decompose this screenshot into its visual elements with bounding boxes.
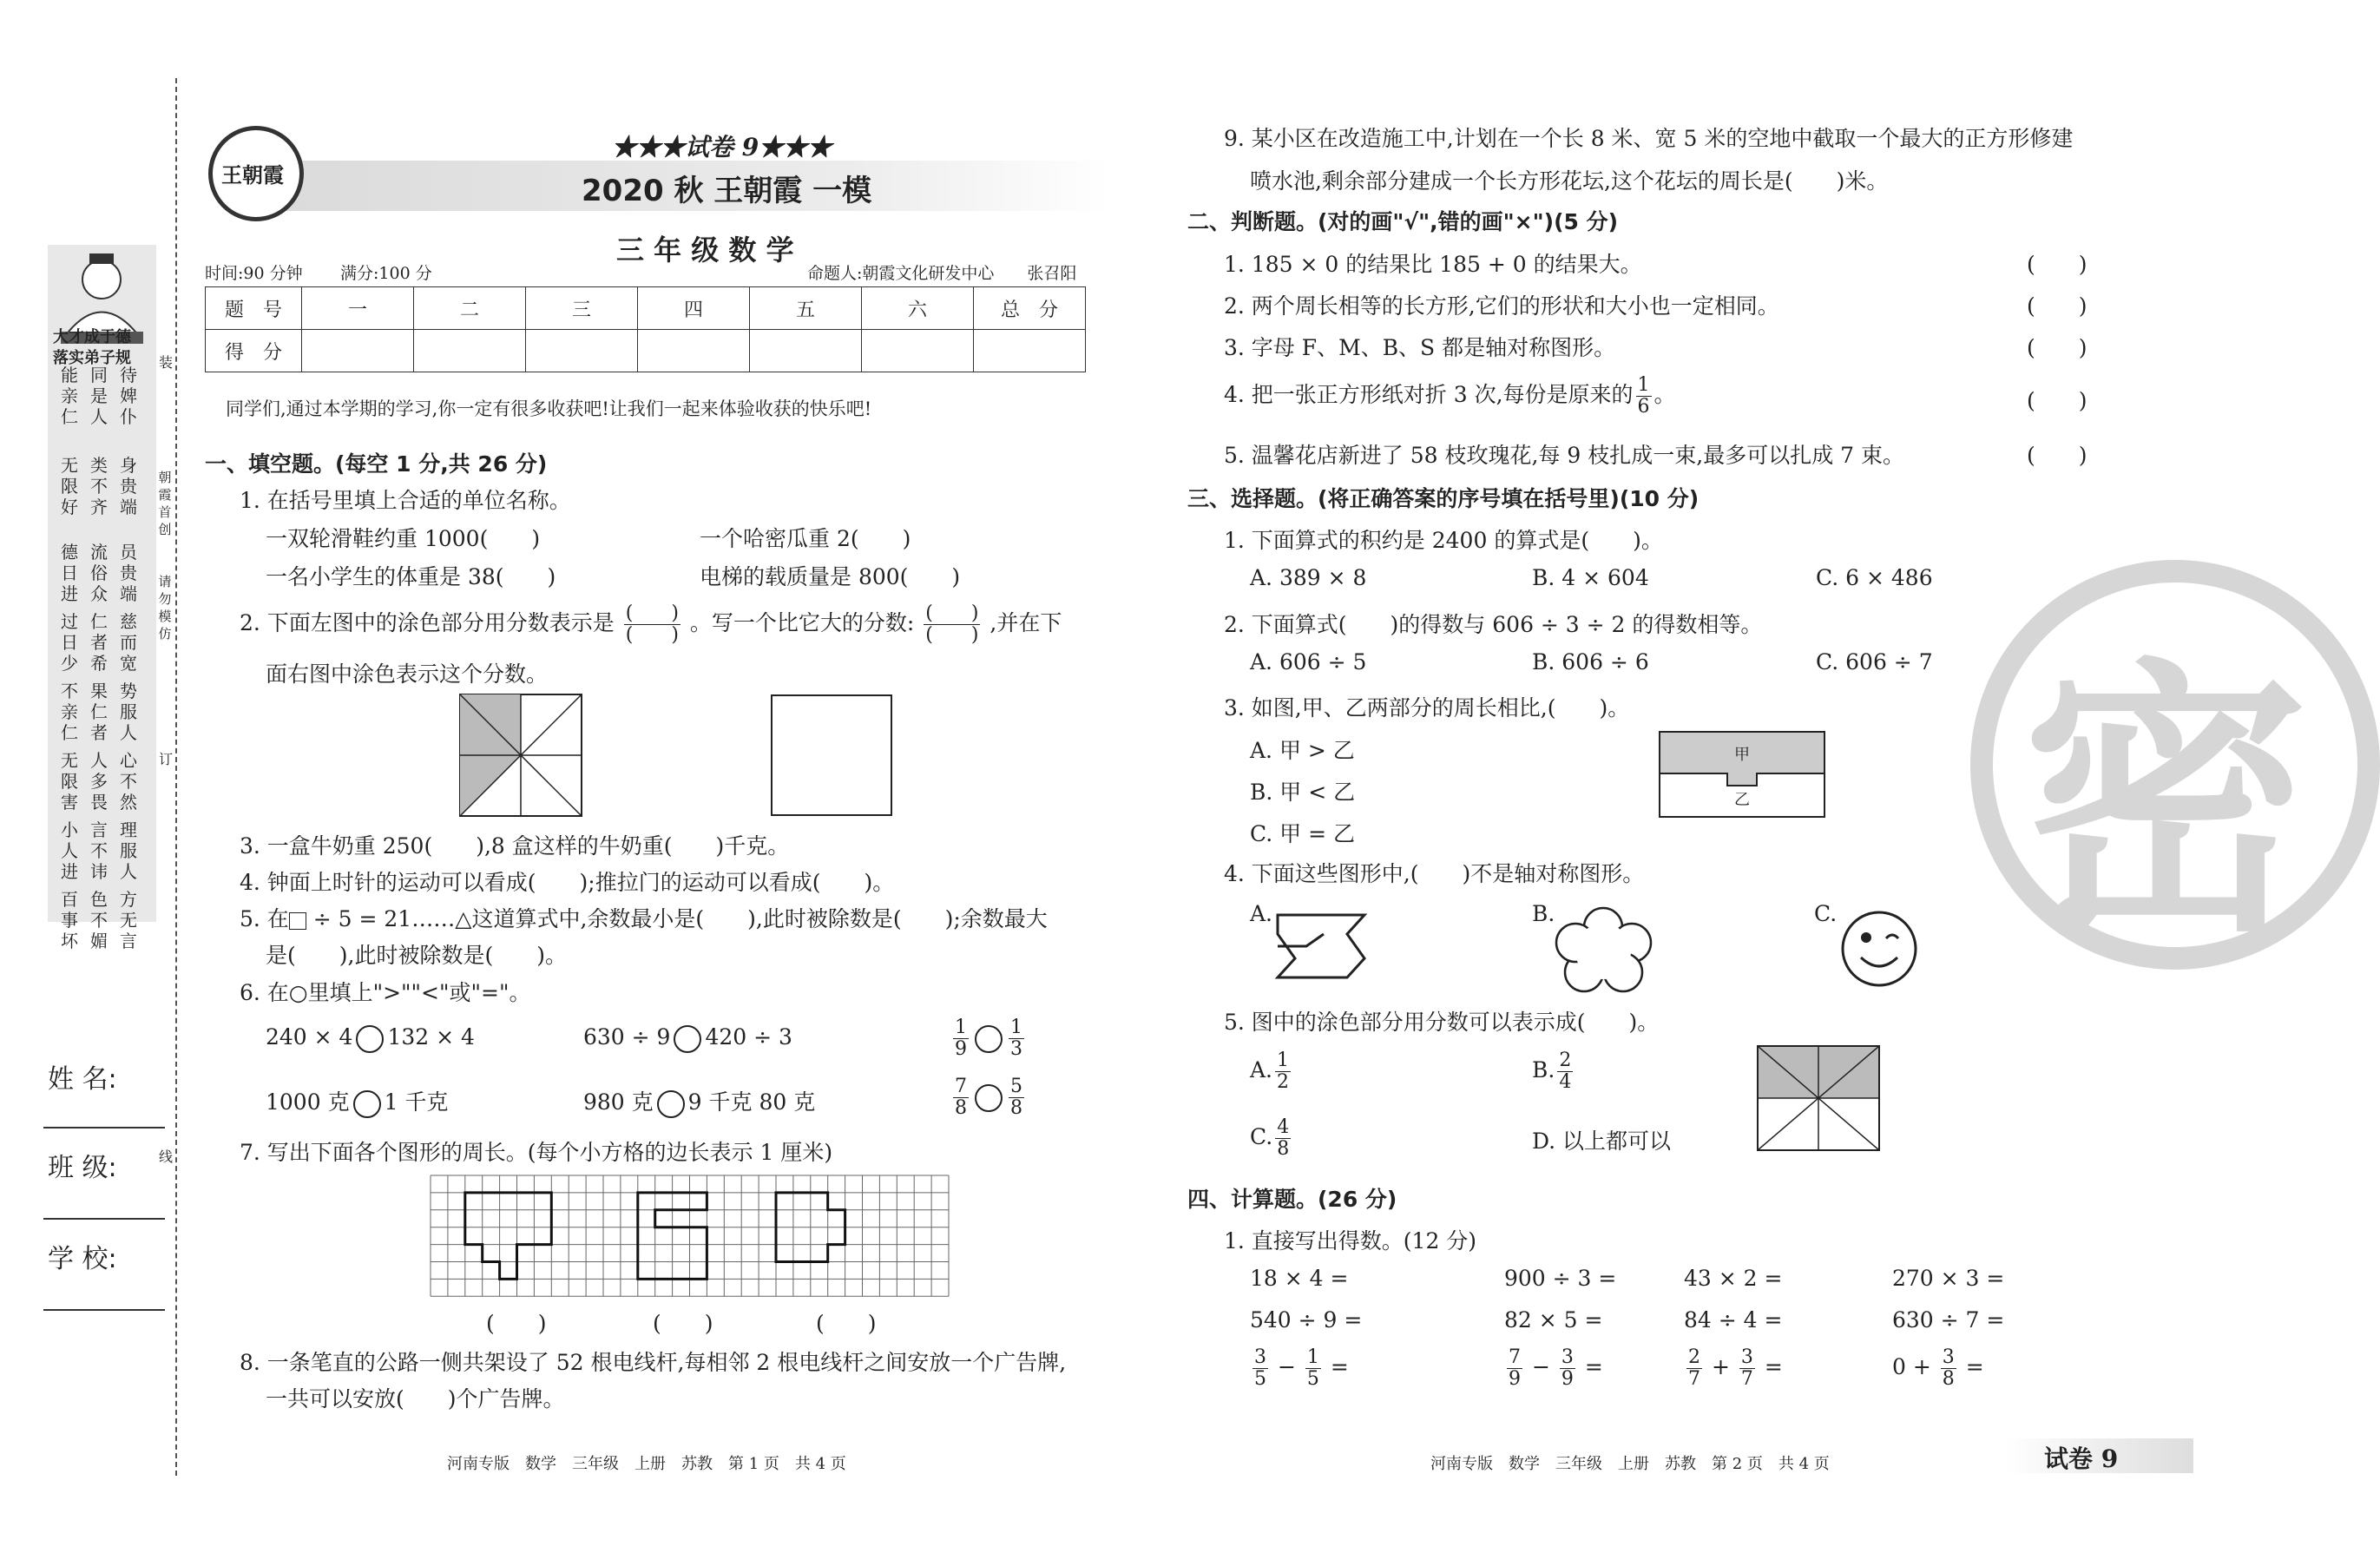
binding-dashed-line: [175, 78, 177, 1476]
q1-2-text-c: ,并在下: [989, 610, 1062, 635]
binding-mark-xian: 线: [158, 1148, 173, 1165]
choice-5-figure: [1758, 1046, 1879, 1150]
q1-2-left-figure: [460, 694, 582, 816]
score-input[interactable]: [414, 330, 526, 372]
choice-5-d[interactable]: D. 以上都可以: [1532, 1129, 1672, 1154]
frac-den: 7: [1740, 1368, 1753, 1390]
equals: =: [1965, 1354, 1984, 1379]
score-cell: 六: [862, 287, 974, 330]
fraction: [1009, 1017, 1024, 1060]
motto-cell: 无限好: [61, 455, 78, 517]
frac-num: 3: [1740, 1346, 1753, 1368]
motto-cell: 待婢仆: [120, 365, 137, 427]
exam-subject: 三 年 级 数 学: [616, 234, 794, 267]
square-symbol: [289, 912, 306, 930]
name-label: 姓 名:: [48, 1064, 117, 1095]
score-input[interactable]: [862, 330, 974, 372]
school-field[interactable]: [43, 1309, 165, 1311]
perimeter-shape-1: [465, 1193, 552, 1280]
name-field[interactable]: [43, 1127, 165, 1129]
motto-cell: 理服人: [120, 819, 137, 882]
frac-num: 3: [1561, 1346, 1574, 1368]
figure-smiley-face: [1840, 910, 1918, 988]
calc-fraction-1: [1250, 1347, 1349, 1390]
frac-num: 2: [1559, 1050, 1572, 1071]
option-label: C.: [1250, 1124, 1273, 1149]
footer-left: 河南专版 数学 三年级 上册 苏教 第 1 页 共 4 页: [447, 1455, 846, 1473]
fraction: [953, 1076, 969, 1119]
motto-cell: 同是人: [90, 365, 108, 427]
binding-mark-ding: 订: [158, 751, 173, 767]
equals: =: [1584, 1354, 1603, 1379]
compare-circle[interactable]: [674, 1025, 701, 1053]
motto-col-c: [61, 365, 82, 958]
choice-5: 5. 图中的涂色部分用分数可以表示成( )。: [1224, 1010, 1660, 1035]
calc-item: 84 ÷ 4 =: [1684, 1307, 1783, 1333]
paper-series: ★★★试卷 9★★★: [612, 133, 832, 161]
score-cell: 四: [638, 287, 750, 330]
q1-8-cont: 一共可以安放( )个广告牌。: [266, 1386, 565, 1412]
choice-3-b[interactable]: B. 甲 < 乙: [1250, 780, 1356, 805]
confidential-watermark-text: 密: [2022, 636, 2309, 970]
calc-item: 18 × 4 =: [1250, 1266, 1349, 1291]
score-input[interactable]: [526, 330, 638, 372]
q1-8: 8. 一条笔直的公路一侧共架设了 52 根电线杆,每相邻 2 根电线杆之间安放一个广告牌,: [240, 1350, 1067, 1375]
q1-2-fraction-blank-2[interactable]: [924, 603, 980, 646]
motto-cell: 德日进: [61, 542, 78, 604]
score-table-row: [206, 330, 1086, 372]
frac-num: 2: [1688, 1346, 1700, 1368]
exam-author: 命题人:朝霞文化研发中心 张召阳: [807, 264, 1077, 283]
exam-full-score: 满分:100 分: [340, 264, 432, 283]
q1-1c: 一名小学生的体重是 38( ): [266, 564, 556, 589]
judge-4-end: 。: [1654, 382, 1676, 407]
choice-5-a[interactable]: [1250, 1050, 1293, 1093]
choice-3-yi-label: 乙: [1734, 791, 1750, 809]
motto-cell: 小人进: [61, 819, 78, 882]
frac-den: 9: [955, 1038, 967, 1060]
judge-answer-3[interactable]: ( ): [2027, 335, 2087, 360]
compare-circle[interactable]: [975, 1084, 1003, 1112]
section-1-title: 一、填空题。(每空 1 分,共 26 分): [205, 451, 548, 477]
motto-cell: 过日少: [61, 611, 78, 674]
q1-7-blank-3[interactable]: ( ): [816, 1311, 877, 1336]
frac-num: ( ): [925, 602, 979, 624]
score-cell: 得 分: [206, 330, 302, 372]
frac-num: 1: [1637, 374, 1650, 396]
fraction: [1941, 1347, 1956, 1390]
frac-num: 5: [1010, 1076, 1022, 1097]
section-2-title: 二、判断题。(对的画"√",错的画"×")(5 分): [1187, 209, 1619, 234]
compare-circle[interactable]: [657, 1090, 685, 1118]
motto-cell: 身贵端: [120, 455, 137, 517]
q1-7-grid-figure: [431, 1175, 950, 1295]
section-4-title: 四、计算题。(26 分): [1187, 1187, 1397, 1212]
q1-1b: 一个哈密瓜重 2( ): [700, 526, 911, 551]
frac-num: 1: [1277, 1050, 1290, 1071]
score-cell: 一: [302, 287, 414, 330]
fraction: [1252, 1347, 1268, 1390]
calc-item: 630 ÷ 7 =: [1892, 1307, 2005, 1333]
option-label: A.: [1250, 1057, 1273, 1082]
q1-6d: [266, 1085, 448, 1118]
choice-4-b[interactable]: B.: [1532, 901, 1555, 926]
frac-den: 4: [1559, 1071, 1572, 1093]
expr: 420 ÷ 3: [705, 1024, 792, 1050]
expr: 0 +: [1892, 1354, 1931, 1379]
operator: −: [1277, 1354, 1296, 1379]
motto-columns: [61, 365, 148, 951]
frac-den: 5: [1306, 1368, 1319, 1390]
score-cell: 二: [414, 287, 526, 330]
choice-1-b[interactable]: B. 4 × 604: [1532, 565, 1649, 590]
choice-5-c[interactable]: [1250, 1117, 1293, 1160]
q1-6e: [583, 1085, 815, 1118]
fraction: [1275, 1050, 1291, 1093]
motto-cell: 人多畏: [90, 750, 108, 813]
q1-6b: [583, 1024, 792, 1053]
frac-den: 6: [1637, 396, 1650, 418]
frac-den: 9: [1509, 1368, 1521, 1390]
choice-2-c[interactable]: C. 606 ÷ 7: [1816, 649, 1933, 675]
choice-5-b[interactable]: [1532, 1050, 1575, 1093]
judge-2: 2. 两个周长相等的长方形,它们的形状和大小也一定相同。: [1224, 293, 1779, 319]
q1-6a: [266, 1024, 475, 1053]
option-label: B.: [1532, 1057, 1555, 1082]
motto-cell: 势服人: [120, 681, 137, 743]
operator: −: [1531, 1354, 1550, 1379]
score-cell: 总 分: [974, 287, 1086, 330]
fraction: [1686, 1347, 1702, 1390]
fraction: [1557, 1050, 1573, 1093]
q1-6: 6. 在○里填上">""<"或"="。: [240, 980, 531, 1005]
frac-den: 5: [1254, 1368, 1266, 1390]
class-label: 班 级:: [48, 1153, 117, 1183]
motto-cell: 类不齐: [90, 455, 108, 517]
fraction: [1009, 1076, 1024, 1119]
expr: 9 千克 80 克: [687, 1089, 816, 1115]
frac-num: 1: [955, 1017, 967, 1038]
frac-den: ( ): [625, 624, 679, 646]
q1-3: 3. 一盒牛奶重 250( ),8 盒这样的牛奶重( )千克。: [240, 833, 790, 859]
motto-cell: 方无言: [120, 889, 137, 951]
fraction: [1507, 1347, 1522, 1390]
q1-1d: 电梯的载质量是 800( ): [700, 564, 961, 589]
class-field[interactable]: [43, 1218, 165, 1220]
motto-cell: 百事坏: [61, 889, 78, 951]
motto-line-2: 落实弟子规: [53, 349, 131, 367]
frac-den: 8: [1942, 1368, 1955, 1390]
footer-right: 河南专版 数学 三年级 上册 苏教 第 2 页 共 4 页: [1430, 1455, 1830, 1473]
expr: 240 × 4: [266, 1024, 353, 1050]
q1-6f: [950, 1076, 1027, 1119]
score-input[interactable]: [638, 330, 750, 372]
figure-flower-shape: [1558, 910, 1649, 988]
q1-9: 9. 某小区在改造施工中,计划在一个长 8 米、宽 5 米的空地中截取一个最大的正方形修建: [1224, 126, 2074, 151]
judge-4: [1224, 375, 1676, 418]
section-3-title: 三、选择题。(将正确答案的序号填在括号里)(10 分): [1187, 486, 1700, 511]
choice-2-b[interactable]: B. 606 ÷ 6: [1532, 649, 1649, 675]
exam-time: 时间:90 分钟: [205, 264, 303, 283]
frac-den: 3: [1010, 1038, 1022, 1060]
fraction: [1275, 1117, 1291, 1160]
calc-item: 270 × 3 =: [1892, 1266, 2005, 1291]
choice-2-a[interactable]: A. 606 ÷ 5: [1250, 649, 1367, 675]
choice-4: 4. 下面这些图形中,( )不是轴对称图形。: [1224, 861, 1645, 886]
q1-2-fraction-blank[interactable]: [624, 603, 680, 646]
q1-4: 4. 钟面上时针的运动可以看成( );推拉门的运动可以看成( )。: [240, 870, 895, 895]
motto-cell: 仁者希: [90, 611, 108, 674]
fraction: [1560, 1347, 1575, 1390]
frac-num: 1: [1306, 1346, 1319, 1368]
calc-item: 43 × 2 =: [1684, 1266, 1783, 1291]
calc-fraction-3: [1684, 1347, 1783, 1390]
brand-logo: [208, 126, 304, 221]
q1-2: [240, 603, 1062, 646]
school-label: 学 校:: [48, 1244, 117, 1274]
judge-answer-4[interactable]: ( ): [2027, 388, 2087, 413]
choice-4-a[interactable]: A.: [1250, 901, 1273, 926]
calc-item: 900 ÷ 3 =: [1504, 1266, 1617, 1291]
q1-2-cont: 面右图中涂色表示这个分数。: [266, 661, 549, 687]
q1-7-blank-1[interactable]: ( ): [486, 1311, 547, 1336]
paper-tag-text: 试卷 9: [2044, 1444, 2119, 1473]
choice-2: 2. 下面算式( )的得数与 606 ÷ 3 ÷ 2 的得数相等。: [1224, 612, 1763, 637]
motto-cell: 员贵端: [120, 542, 137, 604]
score-input[interactable]: [974, 330, 1086, 372]
q1-2-text-b: 。写一个比它大的分数:: [689, 610, 915, 635]
q1-1: 1. 在括号里填上合适的单位名称。: [240, 488, 571, 513]
compare-circle[interactable]: [356, 1025, 384, 1053]
expr: 980 克: [583, 1089, 654, 1115]
expr: 132 × 4: [387, 1024, 475, 1050]
exam-title: 2020 秋 王朝霞 一模: [582, 174, 872, 208]
frac-den: ( ): [925, 624, 979, 646]
motto-cell: 无限害: [61, 750, 78, 813]
score-cell: 三: [526, 287, 638, 330]
calc-1: 1. 直接写出得数。(12 分): [1224, 1228, 1477, 1254]
fraction: [1739, 1347, 1755, 1390]
choice-4-c[interactable]: C.: [1814, 901, 1838, 926]
figure-zigzag-shape: [1276, 911, 1367, 981]
q1-2-right-figure[interactable]: [771, 694, 892, 816]
choice-1-a[interactable]: A. 389 × 8: [1250, 565, 1367, 590]
motto-col-b: [90, 365, 111, 958]
equals: =: [1330, 1354, 1349, 1379]
frac-den: 8: [955, 1097, 967, 1119]
frac-num: 7: [1509, 1346, 1521, 1368]
frac-num: 3: [1942, 1346, 1955, 1368]
binding-mark-zhuang: 装: [158, 354, 173, 371]
frac-num: ( ): [625, 602, 679, 624]
score-cell: 五: [750, 287, 862, 330]
choice-3-a[interactable]: A. 甲 > 乙: [1250, 738, 1355, 763]
motto-cell: 果仁者: [90, 681, 108, 743]
q1-7: 7. 写出下面各个图形的周长。(每个小方格的边长表示 1 厘米): [240, 1140, 833, 1165]
fraction: [953, 1017, 969, 1060]
q1-1a: 一双轮滑鞋约重 1000( ): [266, 526, 541, 551]
motto-col-a: [120, 365, 141, 958]
motto-cell: 言不讳: [90, 819, 108, 882]
calc-fraction-4: [1892, 1347, 1984, 1390]
motto-cell: 能亲仁: [61, 365, 78, 427]
score-table: [205, 286, 1086, 372]
choice-1: 1. 下面算式的积约是 2400 的算式是( )。: [1224, 528, 1663, 553]
fraction: [1636, 375, 1652, 418]
expr: 630 ÷ 9: [583, 1024, 671, 1050]
motto-cell: 慈而宽: [120, 611, 137, 674]
frac-den: 7: [1688, 1368, 1700, 1390]
calc-fraction-2: [1504, 1347, 1603, 1390]
operator: +: [1711, 1354, 1730, 1379]
frac-den: 9: [1561, 1368, 1574, 1390]
paper-tag: [2005, 1438, 2193, 1473]
q1-7-blank-2[interactable]: ( ): [653, 1311, 713, 1336]
score-input[interactable]: [302, 330, 414, 372]
judge-answer-2[interactable]: ( ): [2027, 293, 2087, 319]
score-input[interactable]: [750, 330, 862, 372]
frac-num: 7: [955, 1076, 967, 1097]
equals: =: [1764, 1354, 1783, 1379]
choice-1-c[interactable]: C. 6 × 486: [1816, 565, 1933, 590]
q1-5: [240, 902, 1048, 933]
q1-9-cont: 喷水池,剩余部分建成一个长方形花坛,这个花坛的周长是( )米。: [1250, 168, 1889, 194]
binding-note-1: 朝霞首创: [158, 470, 172, 537]
frac-den: 2: [1277, 1071, 1290, 1093]
judge-1: 1. 185 × 0 的结果比 185 + 0 的结果大。: [1224, 252, 1642, 277]
calc-item: 82 × 5 =: [1504, 1307, 1603, 1333]
score-cell: 题 号: [206, 287, 302, 330]
judge-answer-5[interactable]: ( ): [2027, 443, 2087, 468]
motto-cell: 色不媚: [90, 889, 108, 951]
choice-3-jia-label: 甲: [1734, 746, 1750, 764]
motto-cell: 流俗众: [90, 542, 108, 604]
q1-5-cont: 是( ),此时被除数是( )。: [266, 943, 567, 968]
intro-text: 同学们,通过本学期的学习,你一定有很多收获吧!让我们一起来体验收获的快乐吧!: [226, 398, 872, 419]
calc-item: 540 ÷ 9 =: [1250, 1307, 1363, 1333]
frac-num: 3: [1254, 1346, 1266, 1368]
choice-3: 3. 如图,甲、乙两部分的周长相比,( )。: [1224, 695, 1630, 721]
motto-cell: 不亲仁: [61, 681, 78, 743]
motto-cell: 心不然: [120, 750, 137, 813]
binding-note-2: 请勿模仿: [158, 574, 172, 642]
judge-answer-1[interactable]: ( ): [2027, 252, 2087, 277]
brand-logo-text: 王朝霞: [221, 162, 284, 188]
q1-6c: [950, 1017, 1027, 1060]
choice-3-c[interactable]: C. 甲 = 乙: [1250, 821, 1355, 846]
q1-5-text-b: ÷ 5 = 21……△这道算式中,余数最小是( ),此时被除数是( );余数最大: [306, 906, 1048, 931]
compare-circle[interactable]: [975, 1025, 1003, 1053]
judge-3: 3. 字母 F、M、B、S 都是轴对称图形。: [1224, 335, 1616, 360]
fraction: [1305, 1347, 1321, 1390]
frac-num: 4: [1277, 1116, 1290, 1138]
q1-5-text-a: 5. 在: [240, 906, 289, 931]
q1-2-text-a: 2. 下面左图中的涂色部分用分数表示是: [240, 610, 615, 635]
frac-den: 8: [1277, 1138, 1290, 1160]
expr: 1000 克: [266, 1089, 350, 1115]
frac-num: 1: [1010, 1017, 1022, 1038]
judge-5: 5. 温馨花店新进了 58 枝玫瑰花,每 9 枝扎成一束,最多可以扎成 7 束。: [1224, 443, 1904, 468]
score-table-header: [206, 287, 1086, 330]
compare-circle[interactable]: [353, 1090, 381, 1118]
expr: 1 千克: [384, 1089, 449, 1115]
motto-line-1: 大才成于德: [53, 328, 131, 346]
frac-den: 8: [1010, 1097, 1022, 1119]
judge-4-text: 4. 把一张正方形纸对折 3 次,每份是原来的: [1224, 382, 1634, 407]
